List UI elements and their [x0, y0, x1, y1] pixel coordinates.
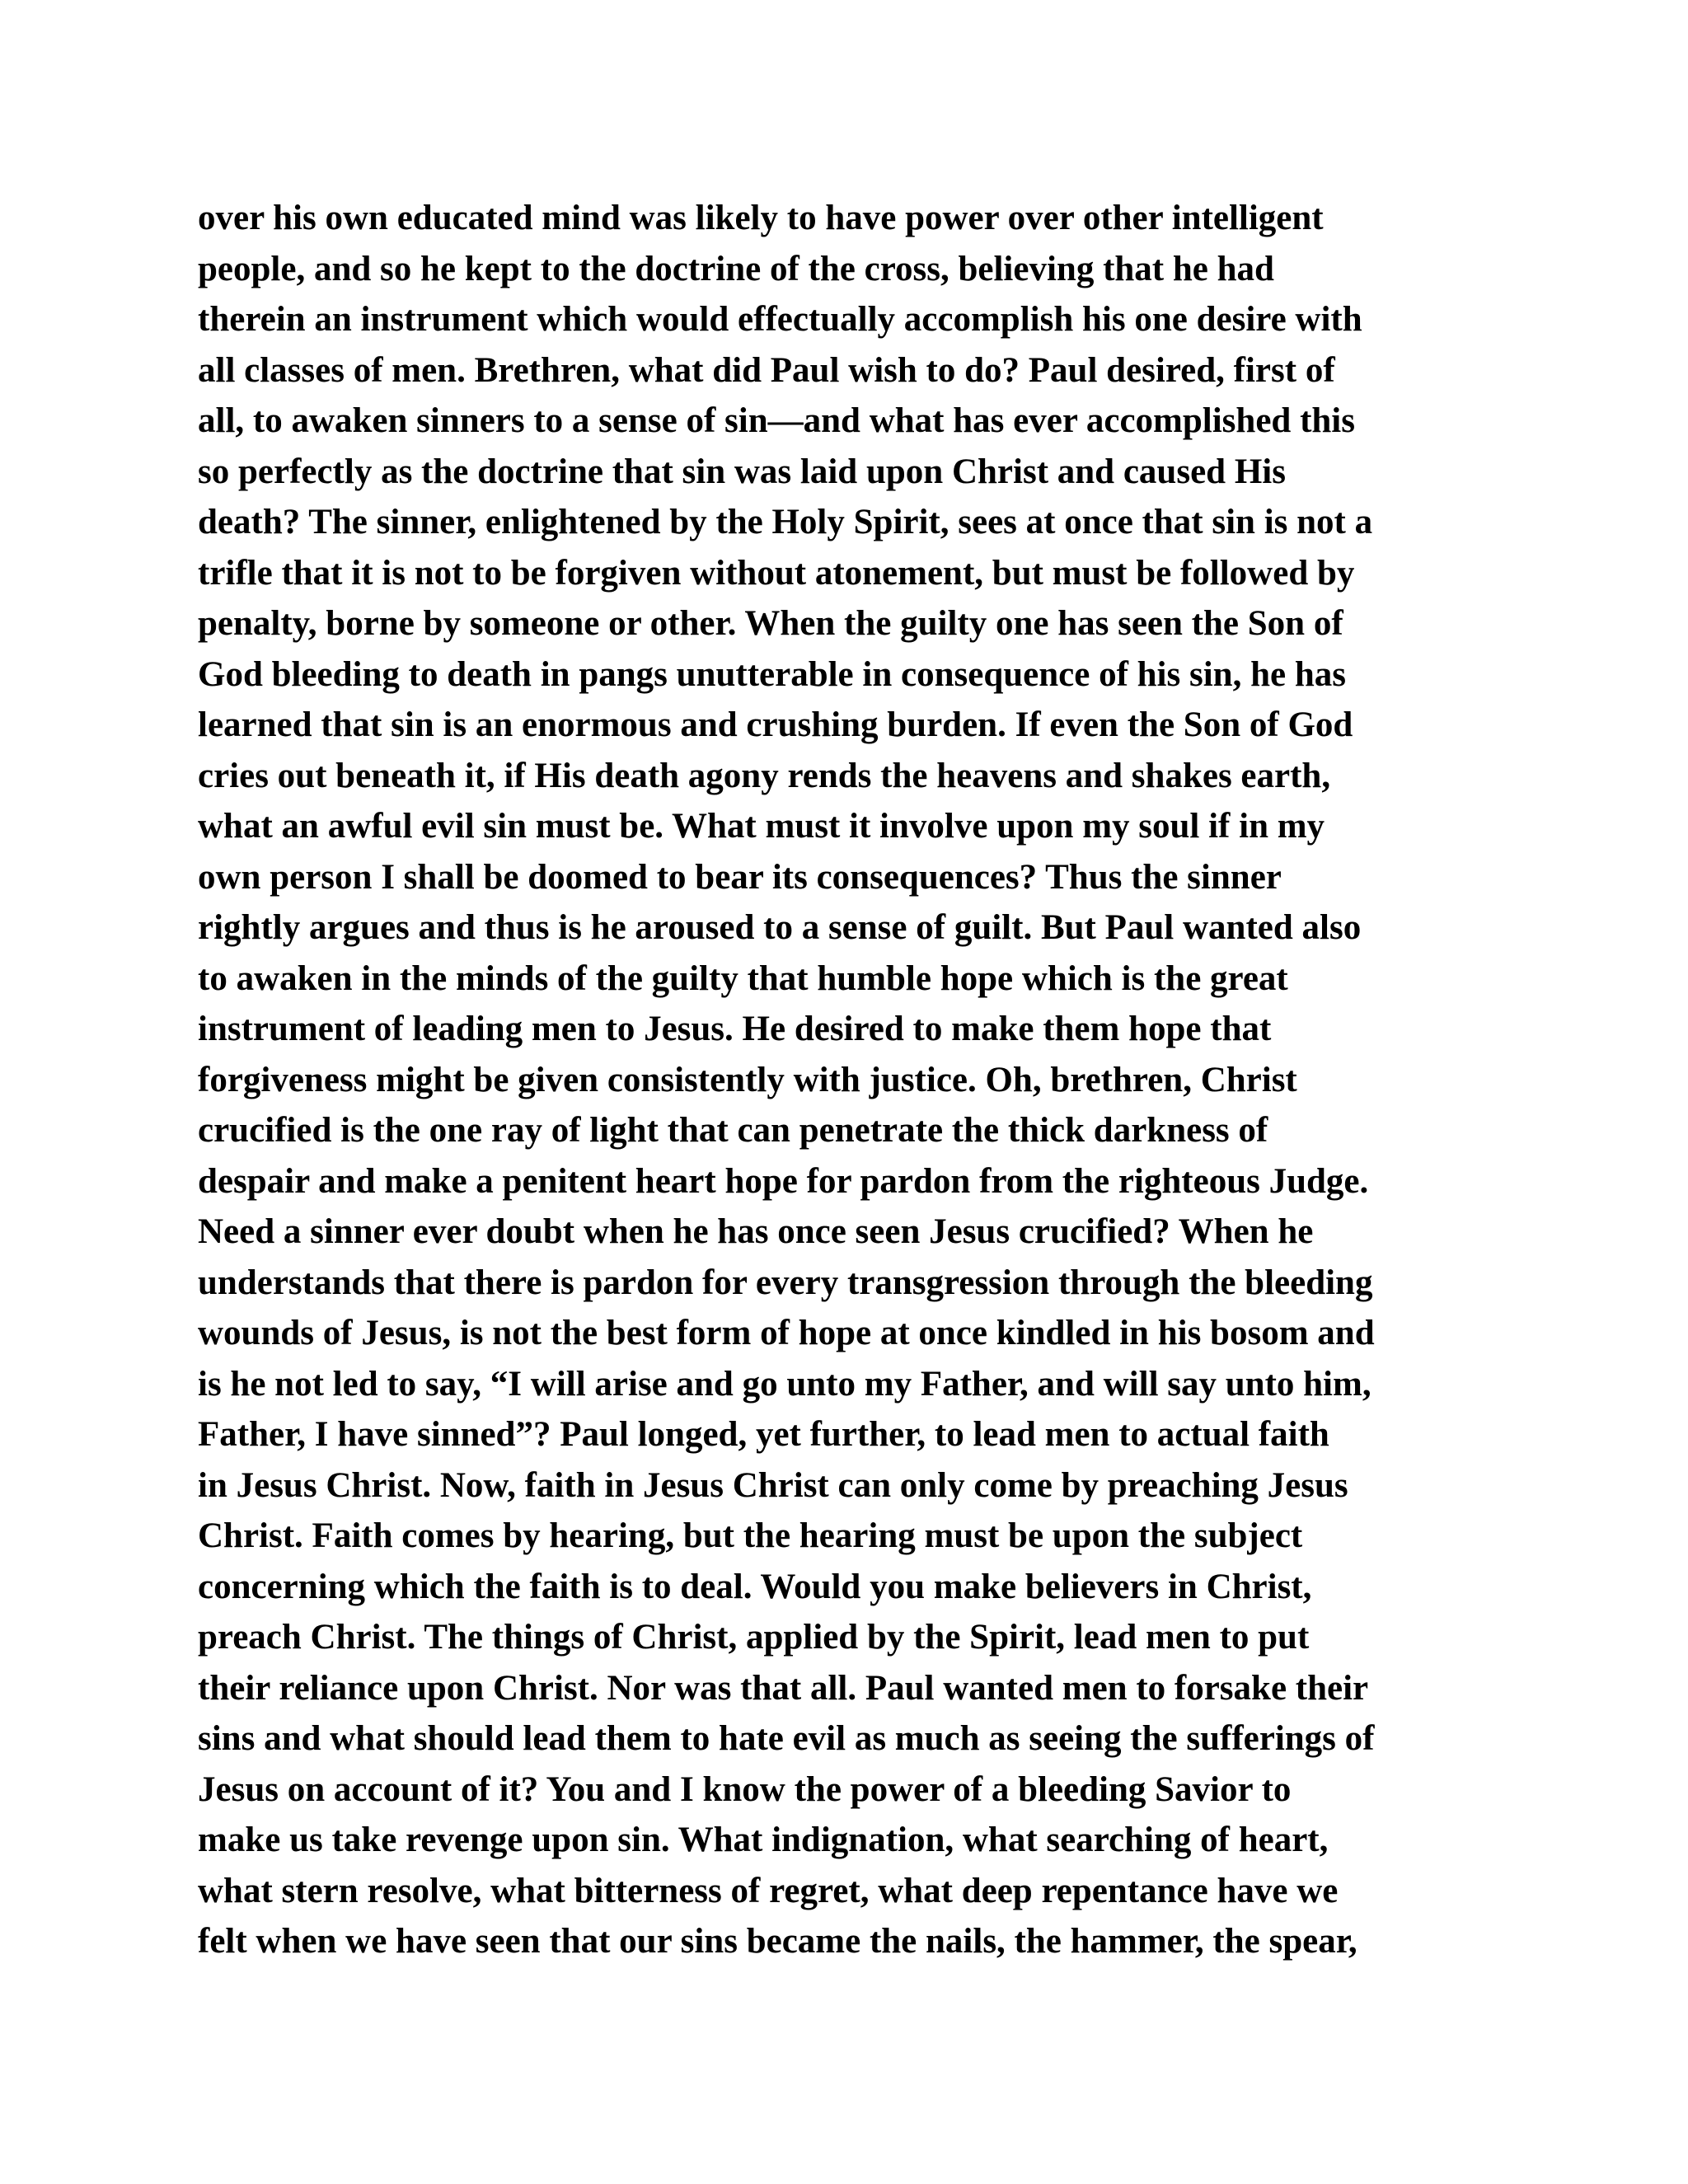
text-line: their reliance upon Christ. Nor was that all. Paul wanted men to forsake their [198, 1668, 1369, 1708]
body-text [198, 193, 1533, 1967]
text-line: understands that there is pardon for every transgression through the bleeding [198, 1263, 1373, 1302]
text-line: what an awful evil sin must be. What must it involve upon my soul if in my [198, 807, 1325, 846]
text-line: felt when we have seen that our sins became the nails, the hammer, the spear, [198, 1922, 1357, 1961]
text-line: instrument of leading men to Jesus. He desired to make them hope that [198, 1010, 1272, 1048]
text-line: all, to awaken sinners to a sense of sin—and what has ever accomplished this [198, 401, 1355, 440]
text-line: people, and so he kept to the doctrine of the cross, believing that he had [198, 249, 1274, 288]
text-line: to awaken in the minds of the guilty that humble hope which is the great [198, 958, 1288, 998]
text-line: Jesus on account of it? You and I know the power of a bleeding Savior to [198, 1769, 1292, 1809]
text-line: what stern resolve, what bitterness of regret, what deep repentance have we [198, 1871, 1339, 1910]
text-line: concerning which the faith is to deal. Would you make believers in Christ, [198, 1567, 1312, 1606]
text-line: rightly argues and thus is he aroused to a sense of guilt. But Paul wanted also [198, 908, 1362, 947]
text-line: God bleeding to death in pangs unutterable in consequence of his sin, he has [198, 654, 1346, 694]
text-line: Father, I have sinned”? Paul longed, yet further, to lead men to actual faith [198, 1415, 1329, 1454]
text-line: penalty, borne by someone or other. When the guilty one has seen the Son of [198, 604, 1343, 643]
text-line: Need a sinner ever doubt when he has once seen Jesus crucified? When he [198, 1212, 1314, 1251]
text-line: so perfectly as the doctrine that sin was laid upon Christ and caused His [198, 452, 1286, 491]
text-line: death? The sinner, enlightened by the Holy Spirit, sees at once that sin is not a [198, 503, 1373, 541]
text-line: crucified is the one ray of light that can penetrate the thick darkness of [198, 1111, 1268, 1150]
text-line: preach Christ. The things of Christ, applied by the Spirit, lead men to put [198, 1618, 1310, 1657]
text-line: learned that sin is an enormous and crushing burden. If even the Son of God [198, 705, 1353, 744]
text-line: therein an instrument which would effectually accomplish his one desire with [198, 300, 1362, 339]
text-line: in Jesus Christ. Now, faith in Jesus Christ can only come by preaching Jesus [198, 1465, 1348, 1505]
text-line: sins and what should lead them to hate evil as much as seeing the sufferings of [198, 1719, 1375, 1758]
text-line: despair and make a penitent heart hope for pardon from the righteous Judge. [198, 1161, 1369, 1201]
text-line: Christ. Faith comes by hearing, but the hearing must be upon the subject [198, 1516, 1303, 1555]
text-line: is he not led to say, “I will arise and go unto my Father, and will say unto him, [198, 1364, 1372, 1404]
text-line: make us take revenge upon sin. What indignation, what searching of heart, [198, 1821, 1329, 1859]
text-line: cries out beneath it, if His death agony rends the heavens and shakes earth, [198, 756, 1331, 795]
text-line: over his own educated mind was likely to have power over other intelligent [198, 199, 1324, 237]
text-line: forgiveness might be given consistently with justice. Oh, brethren, Christ [198, 1060, 1297, 1099]
text-line: all classes of men. Brethren, what did Paul wish to do? Paul desired, first of [198, 350, 1335, 390]
text-line: wounds of Jesus, is not the best form of hope at once kindled in his bosom and [198, 1314, 1375, 1352]
text-line: own person I shall be doomed to bear its consequences? Thus the sinner [198, 857, 1282, 897]
text-line: trifle that it is not to be forgiven without atonement, but must be followed by [198, 553, 1355, 593]
